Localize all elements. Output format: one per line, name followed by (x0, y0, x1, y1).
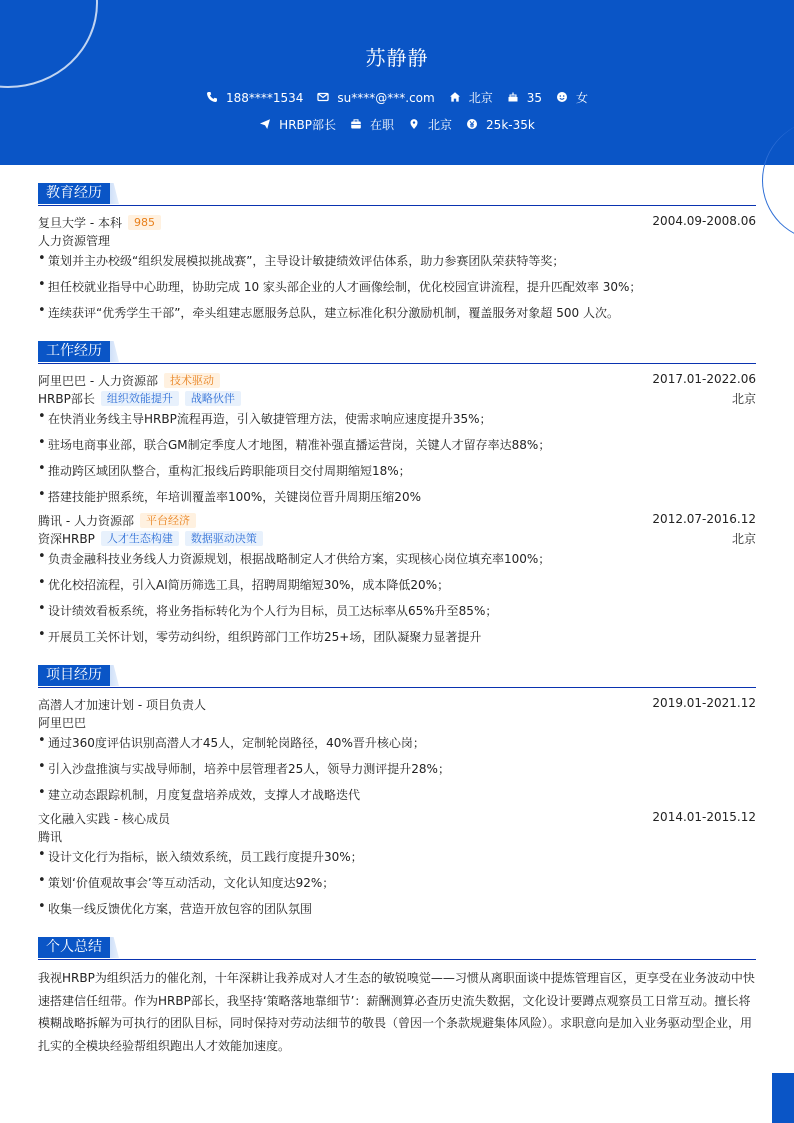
list-item: • 设计绩效看板系统，将业务指标转化为个人行为目标，员工达标率从65%升至85%； (38, 602, 756, 619)
company-name: 腾讯 - 人力资源部 (38, 514, 134, 528)
company-tag: 技术驱动 (164, 373, 220, 388)
status-item (350, 116, 394, 133)
phone-icon (206, 91, 220, 105)
summary-section-title (38, 937, 756, 960)
work-city: 北京 (731, 392, 756, 406)
role-tag: 组织效能提升 (101, 391, 179, 406)
project-title-tag: 项目经历 (38, 665, 110, 686)
company-tag: 平台经济 (140, 513, 196, 528)
list-item: • 驻场电商事业部，联合GM制定季度人才地图，精准补强直播运营岗，关键人才留存率达88%； (38, 436, 756, 453)
list-item: • 收集一线反馈优化方案，营造开放包容的团队氛围 (38, 900, 756, 917)
list-item: • 担任校就业指导中心助理，协助完成 10 家头部企业的人才画像绘制，优化校园宣讲流程，提升匹配效率 30%； (38, 278, 756, 295)
school-badge: 985 (128, 215, 161, 230)
resume-header (0, 0, 794, 165)
target-city-text: 北京 (428, 118, 453, 132)
salary-item (466, 118, 535, 132)
major-text: 人力资源管理 (38, 234, 111, 248)
role-name: HRBP部长 (38, 392, 95, 406)
role-tag: 人才生态构建 (101, 531, 179, 546)
location-text: 北京 (468, 91, 493, 105)
work-period: 2017.01-2022.06 (652, 372, 756, 386)
phone-item (206, 91, 303, 105)
list-item: • 负责金融科技业务线人力资源规划，根据战略制定人才供给方案，实现核心岗位填充率100%； (38, 550, 756, 567)
work-period: 2012.07-2016.12 (652, 512, 756, 526)
list-item: • 设计文化行为指标，嵌入绩效系统，员工践行度提升30%； (38, 848, 756, 865)
education-section-title (38, 183, 756, 206)
target-position-text: HRBP部长 (279, 118, 337, 132)
list-item: • 通过360度评估识别高潜人才45人，定制轮岗路径，40%晋升核心岗； (38, 734, 756, 751)
work-title-tag: 工作经历 (38, 341, 110, 362)
education-period: 2004.09-2008.06 (652, 214, 756, 228)
target-position-item (259, 116, 336, 133)
role-tag: 数据驱动决策 (185, 531, 263, 546)
gender-text: 女 (576, 91, 589, 105)
project-section-title (38, 665, 756, 688)
project-name: 文化融入实践 - 核心成员 (38, 812, 170, 826)
work-city: 北京 (731, 532, 756, 546)
email-text: su****@***.com (337, 90, 435, 105)
status-text: 在职 (370, 118, 395, 132)
job-intention-row (0, 116, 794, 133)
school-name: 复旦大学 - 本科 (38, 216, 122, 230)
role-tag: 战略伙伴 (185, 391, 241, 406)
role-name: 资深HRBP (38, 532, 95, 546)
age-icon (507, 91, 521, 105)
location-item (449, 89, 493, 106)
age-text: 35 (526, 90, 543, 105)
list-item: • 策划‘价值观故事会’等互动活动，文化认知度达92%； (38, 874, 756, 891)
list-item: • 策划并主办校级“组织发展模拟挑战赛”，主导设计敏捷绩效评估体系，助力参赛团队荣获特等奖； (38, 252, 756, 269)
list-item: • 开展员工关怀计划，零劳动纠纷，组织跨部门工作坊25+场，团队凝聚力显著提升 (38, 628, 756, 645)
contact-row (0, 89, 794, 106)
project-period: 2019.01-2021.12 (652, 696, 756, 710)
decorative-corner-block (772, 1073, 794, 1123)
project-name: 高潜人才加速计划 - 项目负责人 (38, 698, 206, 712)
list-item: • 引入沙盘推演与实战导师制，培养中层管理者25人，领导力测评提升28%； (38, 760, 756, 777)
list-item: • 推动跨区域团队整合，重构汇报线后跨职能项目交付周期缩短18%； (38, 462, 756, 479)
list-item: • 优化校招流程，引入AI简历筛选工具，招聘周期缩短30%，成本降低20%； (38, 576, 756, 593)
education-title-tag: 教育经历 (38, 183, 110, 204)
list-item: • 建立动态跟踪机制，月度复盘培养成效，支撑人才战略迭代 (38, 786, 756, 803)
candidate-name: 苏静静 (365, 46, 429, 70)
phone-text: 188****1534 (225, 90, 304, 105)
company-name: 阿里巴巴 - 人力资源部 (38, 374, 158, 388)
home-icon (449, 91, 463, 105)
summary-text: 我视HRBP为组织活力的催化剂，十年深耕让我养成对人才生态的敏锐嗅觉——习惯从离职面谈中提炼管理盲区，更享受在业务波动中快速搭建信任纽带。作为HRBP部长，我坚持‘策略落地靠细节’：薪酬测算必查历史流失数据，文化设计要蹲点观察员工日常互动。擅长将模糊战略拆解为可执行的团队目标，同时保持对劳动法细节的敬畏（曾因一个条款规避集体风险）。求职意向是加入业务驱动型企业，用扎实的全模块经验帮组织跑出人才效能加速度。 (38, 971, 755, 1053)
target-city-item (408, 116, 452, 133)
project-period: 2014.01-2015.12 (652, 810, 756, 824)
briefcase-icon (350, 118, 364, 132)
email-item (317, 91, 434, 105)
list-item: • 搭建技能护照系统，年培训覆盖率100%，关键岗位晋升周期压缩20% (38, 488, 756, 505)
project-org: 阿里巴巴 (38, 716, 87, 730)
gender-icon (556, 91, 570, 105)
work-section-title (38, 341, 756, 364)
list-item: • 在快消业务线主导HRBP流程再造，引入敏捷管理方法，使需求响应速度提升35%； (38, 410, 756, 427)
age-item (507, 91, 542, 105)
mail-icon (317, 91, 331, 105)
summary-title-tag: 个人总结 (38, 937, 110, 958)
salary-text: 25k-35k (486, 117, 535, 132)
project-org: 腾讯 (38, 830, 63, 844)
location-icon (408, 118, 422, 132)
send-icon (259, 118, 273, 132)
list-item: • 连续获评“优秀学生干部”，牵头组建志愿服务总队，建立标准化积分激励机制，覆盖服务对象超 500 人次。 (38, 304, 756, 321)
gender-item (556, 89, 588, 106)
salary-icon (466, 118, 480, 132)
